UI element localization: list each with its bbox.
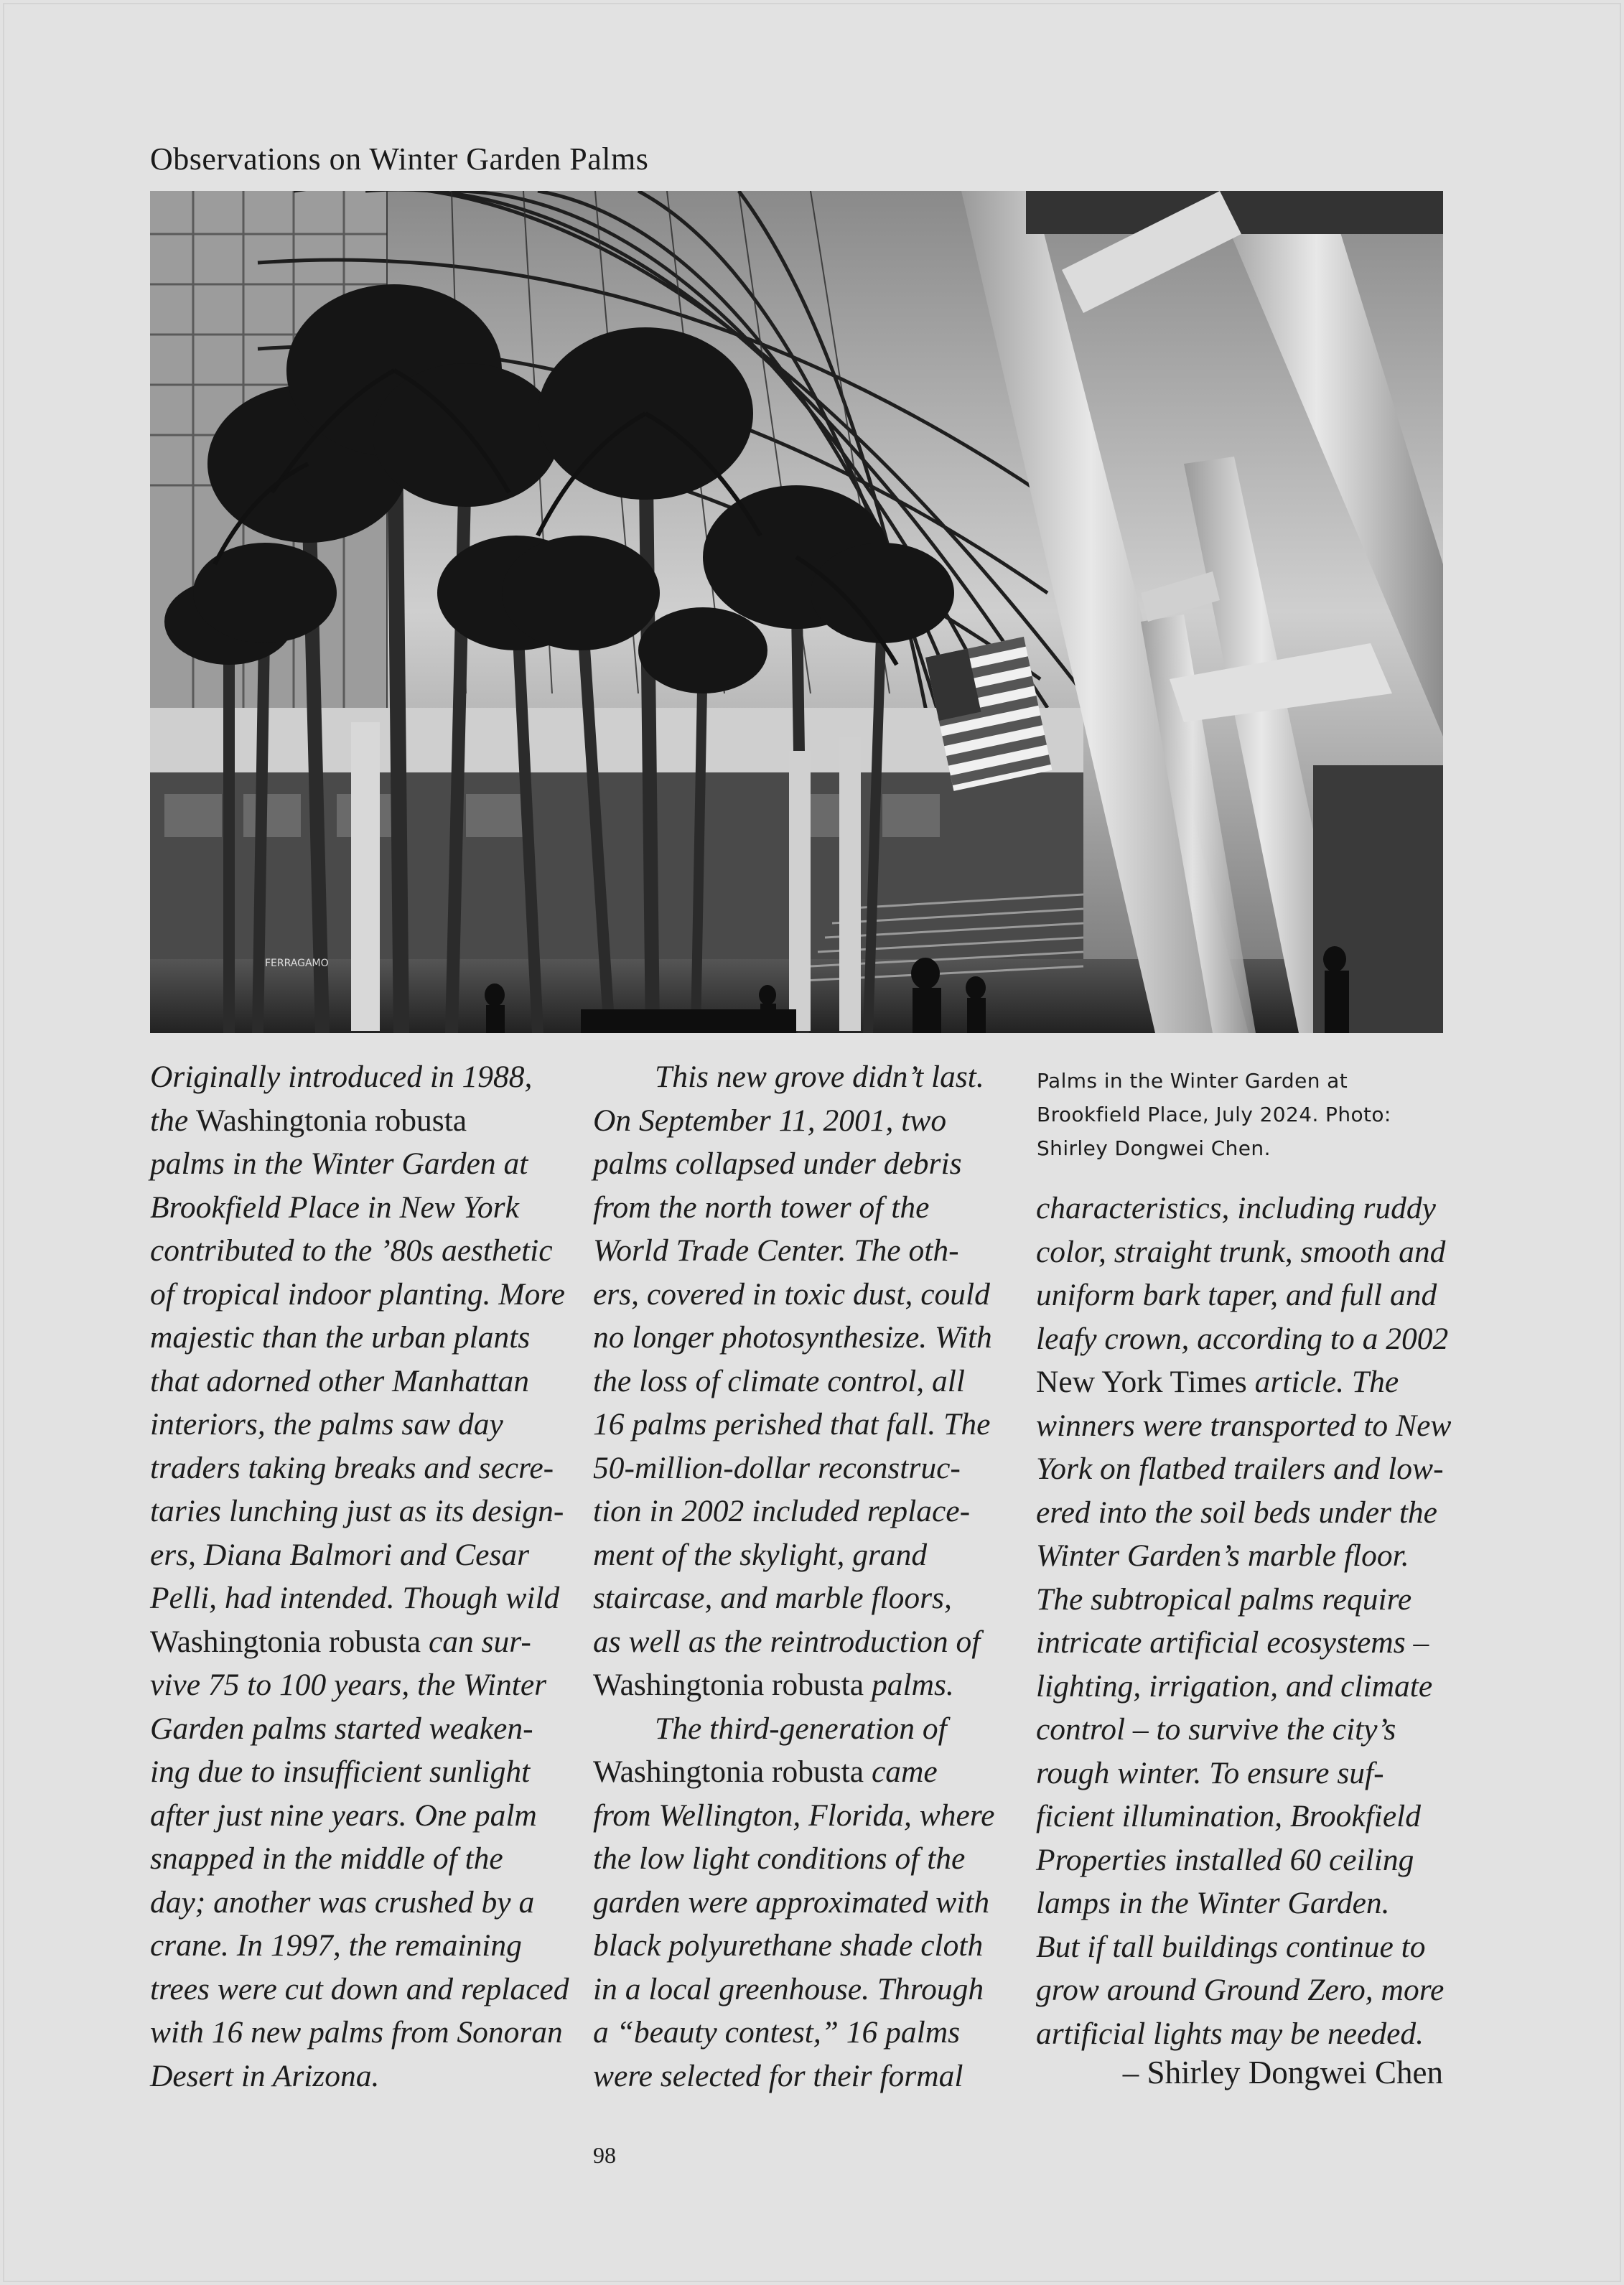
body-text-line: [593, 1837, 1009, 1881]
text-run: from the north tower of the: [593, 1190, 930, 1225]
text-run: 16 palms perished that fall. The: [593, 1407, 991, 1441]
text-run: Pelli, had intended. Though wild: [150, 1581, 560, 1615]
text-run: the loss of climate control, all: [593, 1363, 965, 1398]
body-text-line: [593, 1576, 1009, 1620]
body-text-line: [593, 1186, 1009, 1230]
text-run: intricate artificial ecosystems –: [1036, 1625, 1429, 1660]
text-run: contributed to the ’80s aesthetic: [150, 1233, 553, 1268]
text-run: palms.: [864, 1668, 954, 1702]
text-run: of tropical indoor planting. More: [150, 1276, 565, 1312]
body-text-line: [150, 1186, 566, 1230]
text-run: ers, covered in toxic dust, could: [593, 1276, 990, 1312]
text-run: garden were approximated with: [593, 1884, 990, 1920]
text-run: article. The: [1246, 1365, 1399, 1399]
body-text-line: [1036, 1447, 1460, 1491]
text-run: a “beauty contest,” 16 palms: [593, 2015, 961, 2050]
winter-garden-photo: [150, 191, 1443, 1033]
text-run: vive 75 to 100 years, the Winter: [150, 1668, 547, 1702]
photo-caption: [1037, 1064, 1439, 1165]
body-text-line: [1036, 1578, 1460, 1622]
roman-term: Washingtonia robusta: [593, 1754, 864, 1789]
body-text-line: [1036, 1708, 1460, 1752]
text-run: 50-million-dollar reconstruc-: [593, 1450, 961, 1485]
body-text-line: [1036, 1274, 1460, 1317]
text-run: from Wellington, Florida, where: [593, 1798, 995, 1833]
text-run: rough winter. To ensure suf-: [1036, 1755, 1384, 1790]
body-text-line: [150, 1707, 566, 1751]
text-run: York on flatbed trailers and low-: [1036, 1452, 1444, 1486]
body-text-line: [593, 1490, 1009, 1533]
body-text-line: [593, 2011, 1009, 2055]
body-text-line: [150, 2011, 566, 2055]
text-run: palms collapsed under debris: [593, 1146, 962, 1181]
text-run: Originally introduced in 1988,: [150, 1060, 533, 1094]
body-text-line: [1036, 1838, 1460, 1882]
text-run: interiors, the palms saw day: [150, 1407, 503, 1441]
text-run: winners were transported to New: [1036, 1408, 1452, 1443]
text-run: after just nine years. One palm: [150, 1798, 537, 1833]
body-text-line: [150, 1490, 566, 1533]
text-column-2: [593, 1055, 1009, 2098]
caption-line: Brookfield Place, July 2024. Photo:: [1037, 1103, 1391, 1126]
text-run: World Trade Center. The oth-: [593, 1233, 959, 1268]
body-text-line: [1036, 1752, 1460, 1795]
body-text-line: [1036, 1317, 1460, 1361]
running-head: Observations on Winter Garden Palms: [150, 141, 649, 177]
text-run: snapped in the middle of the: [150, 1841, 503, 1876]
text-run: in a local greenhouse. Through: [593, 1971, 984, 2006]
body-text-line: [593, 2055, 1009, 2098]
body-text-line: [150, 1794, 566, 1838]
text-run: Winter Garden’s marble floor.: [1036, 1538, 1409, 1573]
body-text-line: [1036, 1230, 1460, 1274]
text-column-1: [150, 1055, 569, 2098]
body-text-line: [1036, 1882, 1460, 1925]
body-text-line: [593, 1881, 1009, 1925]
body-text-line: [150, 1576, 566, 1620]
text-run: came: [864, 1754, 938, 1789]
text-run: grow around Ground Zero, more: [1036, 1973, 1445, 2007]
body-text-line: [1036, 1795, 1460, 1838]
body-text-line: [593, 1316, 1009, 1360]
body-text-line: [593, 1055, 1009, 1099]
text-run: The subtropical palms require: [1036, 1581, 1412, 1617]
roman-term: New York Times: [1036, 1365, 1247, 1399]
photo-illustration: [150, 191, 1443, 1033]
body-text-line: [593, 1142, 1009, 1186]
text-run: day; another was crushed by a: [150, 1884, 535, 1920]
text-run: uniform bark taper, and full and: [1036, 1278, 1437, 1312]
body-text-line: [150, 1273, 566, 1317]
body-text-line: [1036, 1621, 1460, 1665]
text-run: Garden palms started weaken-: [150, 1711, 533, 1746]
text-run: characteristics, including ruddy: [1036, 1191, 1436, 1225]
body-text-line: [593, 1403, 1009, 1447]
body-text-line: [593, 1273, 1009, 1317]
page-number: 98: [593, 2142, 616, 2168]
roman-term: Washingtonia robusta: [196, 1103, 467, 1138]
text-run: ficient illumination, Brookfield: [1036, 1799, 1422, 1833]
body-text-line: [150, 1750, 566, 1794]
text-run: This new grove didn’t last.: [655, 1060, 984, 1094]
text-run: The third-generation of: [655, 1711, 947, 1746]
body-text-line: [150, 1620, 566, 1664]
text-run: ing due to insufficient sunlight: [150, 1754, 531, 1789]
storefront-sign: FERRAGAMO: [265, 958, 329, 969]
body-text-line: [1036, 1925, 1460, 1969]
text-run: lighting, irrigation, and climate: [1036, 1668, 1433, 1704]
body-text-line: [150, 1968, 569, 2011]
body-text-line: [1036, 1491, 1460, 1535]
body-text-line: [593, 1360, 1009, 1403]
body-text-line: [150, 1403, 566, 1447]
text-run: palms in the Winter Garden at: [150, 1146, 528, 1181]
body-text-line: [593, 1924, 1009, 1968]
body-text-line: [593, 1663, 1009, 1707]
text-run: tion in 2002 included replace-: [593, 1494, 971, 1528]
body-text-line: [1036, 1360, 1460, 1404]
text-column-3: [1036, 1187, 1460, 2055]
body-text-line: [150, 1055, 566, 1099]
text-run: ered into the soil beds under the: [1036, 1495, 1437, 1530]
body-text-line: [150, 1837, 566, 1881]
text-run: were selected for their formal: [593, 2058, 963, 2093]
text-run: majestic than the urban plants: [150, 1320, 531, 1355]
text-run: lamps in the Winter Garden.: [1036, 1886, 1390, 1920]
text-run: ment of the skylight, grand: [593, 1537, 928, 1572]
body-text-line: [150, 1360, 566, 1403]
body-text-line: [593, 1099, 1009, 1143]
text-run: no longer photosynthesize. With: [593, 1320, 992, 1355]
body-text-line: [593, 1794, 1009, 1838]
body-text-line: [150, 1924, 566, 1968]
body-text-line: [593, 1229, 1009, 1273]
body-text-line: [1036, 2012, 1460, 2056]
caption-line: Palms in the Winter Garden at: [1037, 1069, 1348, 1093]
text-run: color, straight trunk, smooth and: [1036, 1234, 1446, 1269]
body-text-line: [1036, 1534, 1460, 1578]
body-text-line: [593, 1620, 1009, 1664]
body-text-line: [150, 1663, 566, 1707]
body-text-line: [150, 1533, 566, 1577]
body-text-line: [593, 1750, 1009, 1794]
text-run: But if tall buildings continue to: [1036, 1929, 1426, 1964]
author-signature: – Shirley Dongwei Chen: [1122, 2055, 1443, 2090]
text-run: traders taking breaks and secre-: [150, 1450, 554, 1485]
caption-line: Shirley Dongwei Chen.: [1037, 1136, 1271, 1160]
roman-term: Washingtonia robusta: [593, 1668, 864, 1702]
body-text-line: [150, 2055, 566, 2098]
text-run: that adorned other Manhattan: [150, 1363, 530, 1398]
body-text-line: [150, 1881, 566, 1925]
body-text-line: [150, 1447, 566, 1490]
body-text-line: [150, 1142, 566, 1186]
text-run: taries lunching just as its design-: [150, 1494, 564, 1528]
body-text-line: [1036, 1404, 1460, 1448]
roman-term: Washingtonia robusta: [150, 1624, 421, 1659]
text-run: can sur-: [421, 1624, 531, 1659]
text-run: with 16 new palms from Sonoran: [150, 2015, 563, 2050]
text-run: staircase, and marble floors,: [593, 1581, 952, 1615]
text-run: Properties installed 60 ceiling: [1036, 1842, 1414, 1877]
body-text-line: [1036, 1968, 1460, 2012]
body-text-line: [593, 1533, 1009, 1577]
text-run: artificial lights may be needed.: [1036, 2016, 1424, 2051]
body-text-line: [1036, 1665, 1460, 1709]
body-text-line: [150, 1316, 566, 1360]
text-run: On September 11, 2001, two: [593, 1103, 947, 1138]
body-text-line: [593, 1707, 1009, 1751]
text-run: Desert in Arizona.: [150, 2058, 380, 2093]
body-text-line: [593, 1447, 1009, 1490]
text-run: leafy crown, according to a 2002: [1036, 1321, 1449, 1356]
body-text-line: [1036, 1187, 1460, 1230]
text-run: as well as the reintroduction of: [593, 1624, 981, 1659]
body-text-line: [150, 1099, 566, 1143]
text-run: black polyurethane shade cloth: [593, 1928, 984, 1963]
text-run: the low light conditions of the: [593, 1841, 966, 1876]
text-run: trees were cut down and replaced: [150, 1971, 569, 2006]
body-text-line: [593, 1968, 1009, 2011]
text-run: the: [150, 1103, 197, 1138]
text-run: control – to survive the city’s: [1036, 1712, 1396, 1747]
text-run: crane. In 1997, the remaining: [150, 1928, 522, 1963]
text-run: ers, Diana Balmori and Cesar: [150, 1537, 530, 1572]
body-text-line: [150, 1229, 566, 1273]
text-run: Brookfield Place in New York: [150, 1190, 519, 1225]
